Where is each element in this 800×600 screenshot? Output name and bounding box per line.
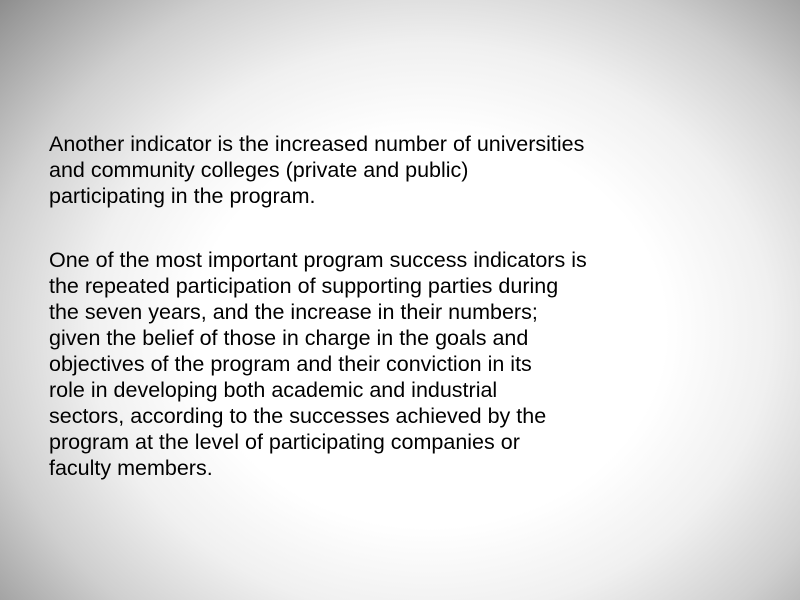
text-line: One of the most important program success indicators is bbox=[49, 248, 587, 272]
text-line: role in developing both academic and industrial bbox=[49, 378, 498, 402]
text-line: the repeated participation of supporting parties during bbox=[49, 274, 559, 298]
text-line: participating in the program. bbox=[49, 184, 316, 208]
text-line: given the belief of those in charge in the goals and bbox=[49, 326, 529, 350]
text-line: faculty members. bbox=[49, 456, 213, 480]
paragraph-success-indicators bbox=[49, 247, 729, 481]
text-line: the seven years, and the increase in their numbers; bbox=[49, 300, 538, 324]
text-line: objectives of the program and their conviction in its bbox=[49, 352, 532, 376]
text-line: sectors, according to the successes achieved by the bbox=[49, 404, 547, 428]
text-line: Another indicator is the increased number of universities bbox=[49, 132, 585, 156]
text-line: program at the level of participating companies or bbox=[49, 430, 520, 454]
text-line: and community colleges (private and public) bbox=[49, 158, 469, 182]
paragraph-universities-indicator bbox=[49, 131, 729, 209]
slide-body-text bbox=[49, 131, 729, 481]
